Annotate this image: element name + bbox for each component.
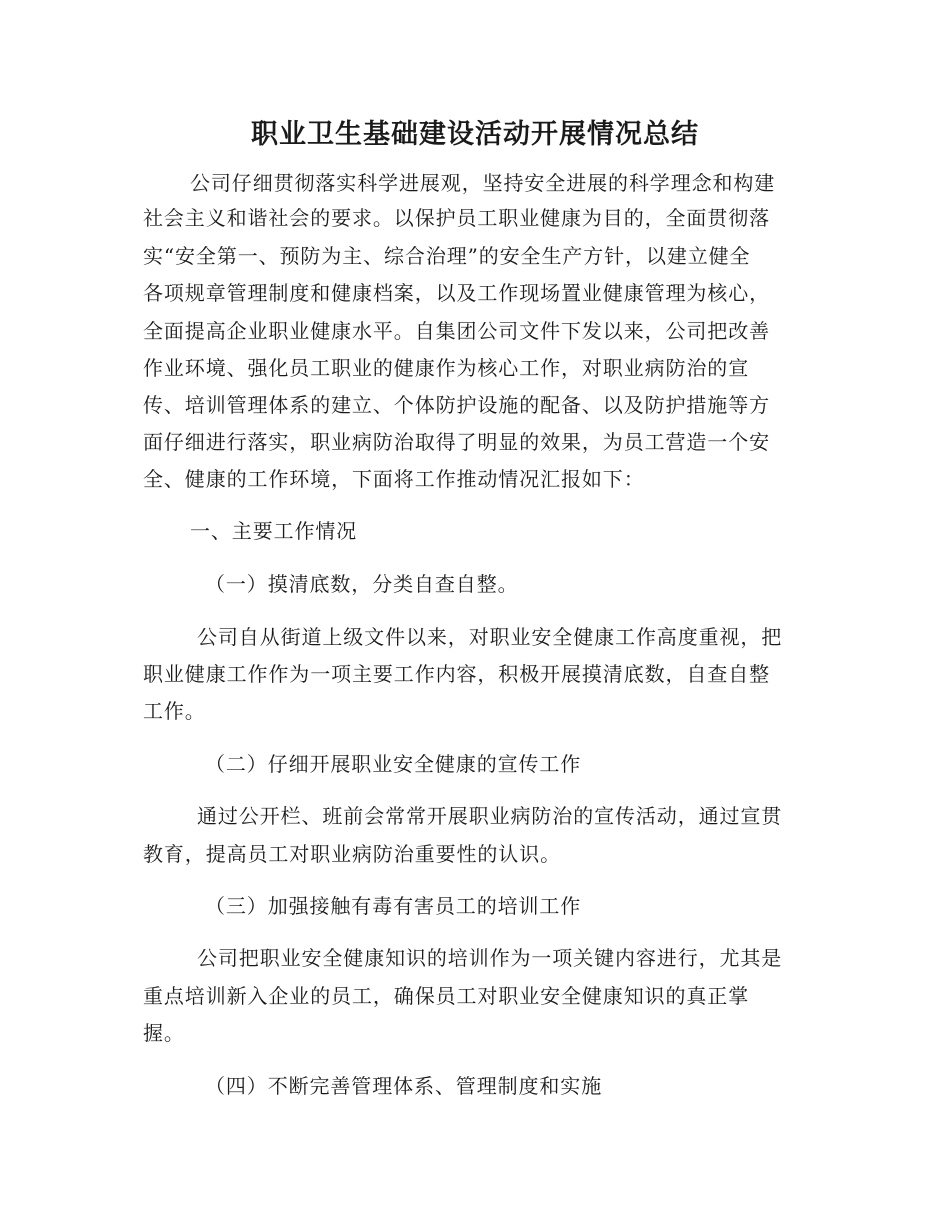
intro-line: 全、健康的工作环境，下面将工作推动情况汇报如下： — [143, 467, 645, 491]
subsection-heading: （二）仔细开展职业安全健康的宣传工作 — [205, 752, 582, 776]
intro-line: 公司仔细贯彻落实科学进展观，坚持安全进展的科学理念和构建 — [190, 171, 776, 195]
paragraph-line: 职业健康工作作为一项主要工作内容，积极开展摸清底数，自查自整 — [143, 662, 770, 686]
intro-line: 全面提高企业职业健康水平。自集团公司文件下发以来，公司把改善 — [143, 319, 770, 343]
document-title: 职业卫生基础建设活动开展情况总结 — [251, 119, 699, 150]
paragraph-line: 通过公开栏、班前会常常开展职业病防治的宣传活动，通过宣贯 — [197, 804, 783, 828]
paragraph-line: 教育，提高员工对职业病防治重要性的认识。 — [143, 842, 561, 866]
paragraph-line: 公司自从街道上级文件以来，对职业安全健康工作高度重视，把 — [197, 625, 783, 649]
intro-line: 各项规章管理制度和健康档案，以及工作现场置业健康管理为核心， — [143, 281, 770, 305]
paragraph-line: 重点培训新入企业的员工，确保员工对职业安全健康知识的真正掌 — [143, 984, 750, 1008]
intro-line: 作业环境、强化员工职业的健康作为核心工作，对职业病防治的宣 — [143, 356, 750, 380]
intro-line: 面仔细进行落实，职业病防治取得了明显的效果，为员工营造一个安 — [143, 430, 770, 454]
subsection-heading: （一）摸清底数，分类自查自整。 — [205, 572, 519, 596]
intro-line: 实“安全第一、预防为主、综合治理”的安全生产方针，以建立健全 — [143, 244, 751, 268]
paragraph-line: 握。 — [143, 1021, 185, 1045]
subsection-heading: （四）不断完善管理体系、管理制度和实施 — [205, 1074, 603, 1098]
intro-line: 社会主义和谐社会的要求。以保护员工职业健康为目的，全面贯彻落 — [143, 206, 770, 230]
subsection-heading: （三）加强接触有毒有害员工的培训工作 — [205, 894, 582, 918]
paragraph-line: 工作。 — [143, 699, 206, 723]
section-heading: 一、主要工作情况 — [190, 519, 358, 543]
paragraph-line: 公司把职业安全健康知识的培训作为一项关键内容进行，尤其是 — [197, 946, 783, 970]
intro-line: 传、培训管理体系的建立、个体防护设施的配备、以及防护措施等方 — [143, 393, 770, 417]
